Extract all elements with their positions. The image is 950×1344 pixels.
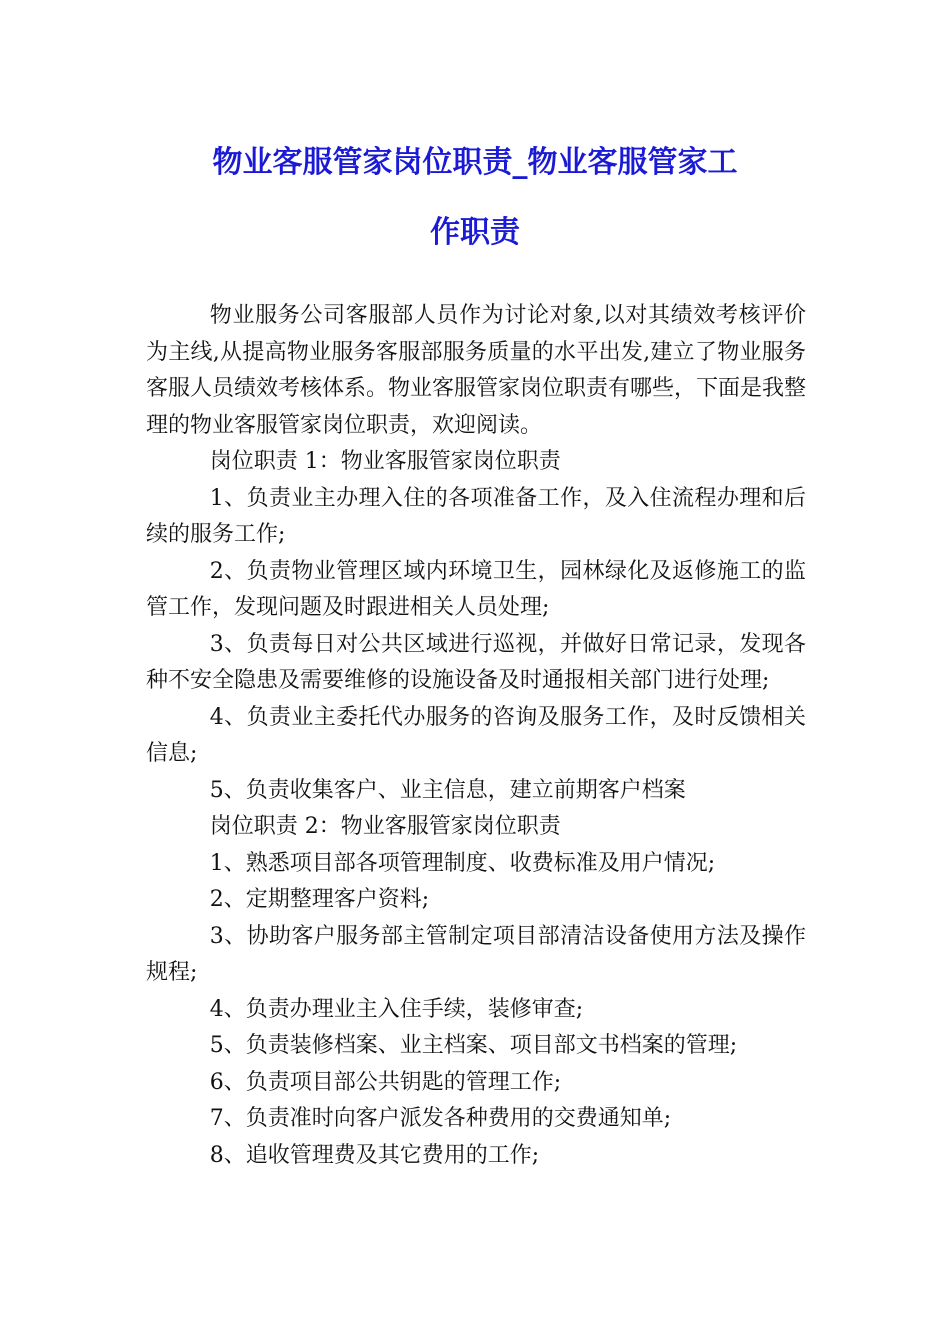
list-item: 4、负责业主委托代办服务的咨询及服务工作，及时反馈相关信息; bbox=[146, 704, 806, 766]
list-item: 2、定期整理客户资料; bbox=[209, 887, 430, 912]
title-line-1: 物业客服管家岗位职责_物业客服管家工 bbox=[212, 145, 738, 180]
list-item: 3、负责每日对公共区域进行巡视，并做好日常记录，发现各种不安全隐患及需要维修的设施设备及时通报相关部门进行处理; bbox=[146, 631, 806, 693]
list-item: 1、熟悉项目部各项管理制度、收费标准及用户情况; bbox=[209, 850, 716, 876]
document-body bbox=[146, 298, 806, 1174]
list-item: 1、负责业主办理入住的各项准备工作，及入住流程办理和后续的服务工作; bbox=[146, 485, 806, 547]
list-item: 5、负责装修档案、业主档案、项目部文书档案的管理; bbox=[209, 1033, 738, 1058]
list-item: 4、负责办理业主入住手续，装修审查; bbox=[209, 996, 584, 1022]
intro-paragraph: 物业服务公司客服部人员作为讨论对象,以对其绩效考核评价为主线,从提高物业服务客服部服务质量的水平出发,建立了物业服务客服人员绩效考核体系。物业客服管家岗位职责有哪些，下面是我整理的物业客服管家岗位职责，欢迎阅读。 bbox=[146, 303, 807, 438]
section-heading-1: 岗位职责 1：物业客服管家岗位职责 bbox=[209, 449, 561, 474]
list-item: 5、负责收集客户、业主信息，建立前期客户档案 bbox=[209, 777, 686, 803]
document-title bbox=[100, 128, 850, 268]
list-item: 6、负责项目部公共钥匙的管理工作; bbox=[209, 1069, 562, 1095]
title-line-2: 作职责 bbox=[430, 215, 520, 250]
section-heading-2: 岗位职责 2：物业客服管家岗位职责 bbox=[209, 814, 561, 839]
list-item: 8、追收管理费及其它费用的工作; bbox=[209, 1142, 540, 1168]
list-item: 2、负责物业管理区域内环境卫生，园林绿化及返修施工的监管工作，发现问题及时跟进相关人员处理; bbox=[146, 558, 806, 620]
list-item: 7、负责准时向客户派发各种费用的交费通知单; bbox=[209, 1106, 672, 1131]
list-item: 3、协助客户服务部主管制定项目部清洁设备使用方法及操作规程; bbox=[146, 923, 806, 985]
